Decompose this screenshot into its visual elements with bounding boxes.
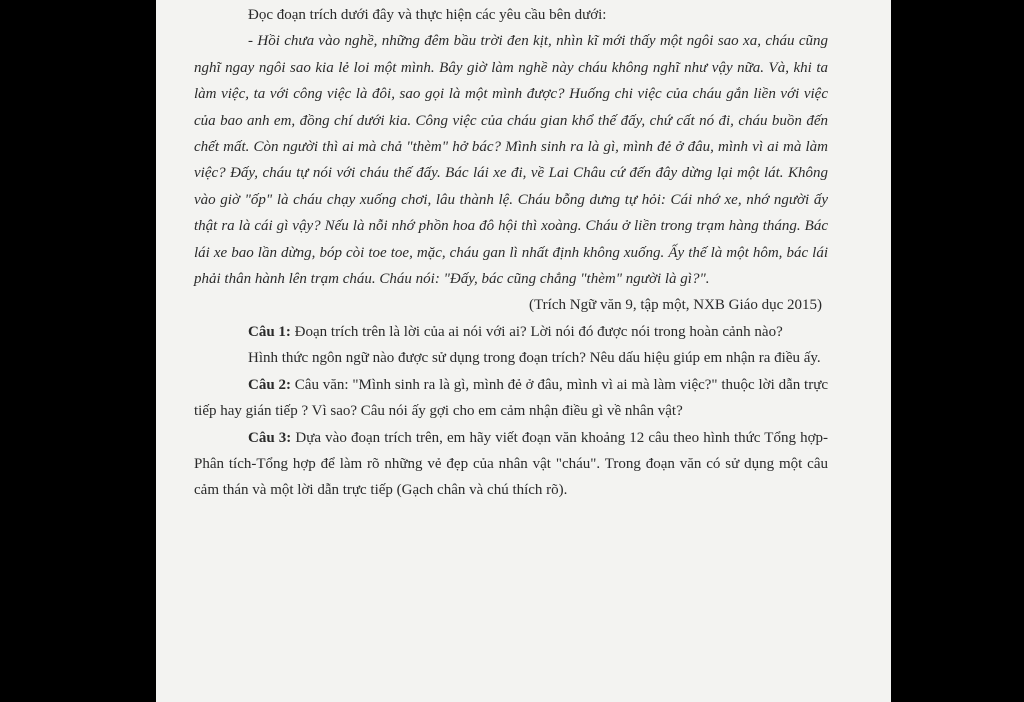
question-1-text: Đoạn trích trên là lời của ai nói với ai? Lời nói đó được nói trong hoàn cảnh nào?	[294, 323, 783, 340]
question-3	[194, 425, 828, 504]
question-1-part-2	[194, 345, 828, 371]
source-citation: (Trích Ngữ văn 9, tập một, NXB Giáo dục 2015)	[529, 297, 822, 314]
document-page	[156, 0, 891, 702]
excerpt-paragraph: - Hồi chưa vào nghề, những đêm bầu trời đen kịt, nhìn kĩ mới thấy một ngôi sao xa, cháu cũng nghĩ ngay ngôi sao kia lẻ loi một mình. Bây giờ làm nghề này cháu không nghĩ như vậy nữa. Và, khi ta làm việc, ta với công việc là đôi, sao gọi là một mình được? Huống chi việc của cháu gắn liền với việc của bao anh em, đồng chí dưới kia. Công việc của cháu gian khổ thế đấy, chứ cất nó đi, cháu buồn đến chết mất. Còn người thì ai mà chả "thèm" hở bác? Mình sinh ra là gì, mình đẻ ở đâu, mình vì ai mà làm việc? Đấy, cháu tự nói với cháu thế đấy. Bác lái xe đi, về Lai Châu cứ đến đây dừng lại một lát. Không vào giờ "ốp" là cháu chạy xuống chơi, lâu thành lệ. Cháu bỗng dưng tự hỏi: Cái nhớ xe, nhớ người ấy thật ra là cái gì vậy? Nếu là nỗi nhớ phồn hoa đô hội thì xoàng. Cháu ở liền trong trạm hàng tháng. Bác lái xe bao lần dừng, bóp còi toe toe, mặc, cháu gan lì nhất định không xuống. Ấy thế là một hôm, bác lái phải thân hành lên trạm cháu. Cháu nói: "Đấy, bác cũng chẳng "thèm" người là gì?".	[194, 33, 828, 288]
intro-instruction: Đọc đoạn trích dưới đây và thực hiện các yêu cầu bên dưới:	[248, 7, 607, 23]
question-3-text: Dựa vào đoạn trích trên, em hãy viết đoạn văn khoảng 12 câu theo hình thức Tổng hợp-Phân tích-Tổng hợp để làm rõ những vẻ đẹp của nhân vật "cháu". Trong đoạn văn có sử dụng một câu cảm thán và một lời dẫn trực tiếp (Gạch chân và chú thích rõ).	[194, 429, 829, 499]
question-1-part-2-text: Hình thức ngôn ngữ nào được sử dụng trong đoạn trích? Nêu dấu hiệu giúp em nhận ra điều ấy.	[248, 350, 821, 367]
question-2	[194, 372, 828, 425]
question-1-label: Câu 1:	[248, 323, 291, 340]
question-2-text: Câu văn: "Mình sinh ra là gì, mình đẻ ở đâu, mình vì ai mà làm việc?" thuộc lời dẫn trực tiếp hay gián tiếp ? Vì sao? Câu nói ấy gợi cho em cảm nhận điều gì về nhân vật?	[194, 376, 828, 420]
question-1	[194, 319, 828, 345]
question-2-label: Câu 2:	[248, 376, 291, 393]
question-3-label: Câu 3:	[248, 429, 292, 446]
document-content	[194, 2, 828, 504]
